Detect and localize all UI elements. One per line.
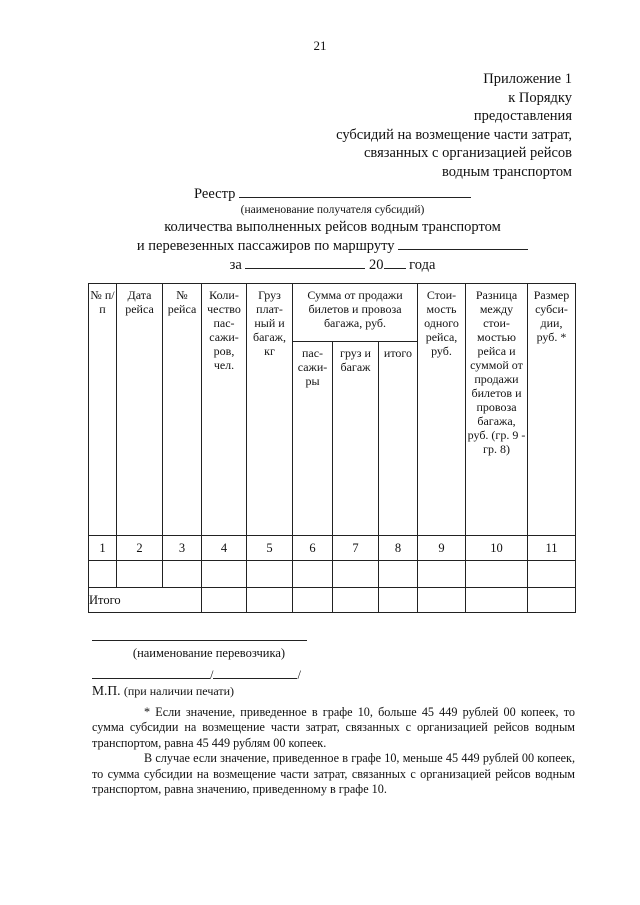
header-col-8: итого bbox=[379, 342, 418, 536]
column-number: 11 bbox=[528, 536, 576, 561]
document-title bbox=[90, 184, 575, 274]
year-suffix: года bbox=[409, 257, 436, 273]
footnote: * Если значение, приведенное в графе 10, больше 45 449 рублей 00 копеек, то сумма субсидии на возмещение части затрат, связанных с организацией рейсов водным транспортом, равна 45 449 рублям 00 копеек. bbox=[92, 705, 575, 750]
column-number: 8 bbox=[379, 536, 418, 561]
header-col-10: Разница между стои-мостью рейса и суммой от продажи билетов и провоза багажа, руб. (гр. 9 - гр. 8) bbox=[466, 284, 528, 536]
appendix-line: связанных с организацией рейсов bbox=[363, 145, 572, 162]
total-row bbox=[89, 588, 576, 613]
footnotes bbox=[92, 705, 575, 797]
slash: / bbox=[210, 668, 214, 682]
column-number: 5 bbox=[247, 536, 293, 561]
recipient-caption: (наименование получателя субсидий) bbox=[240, 204, 425, 216]
header-col-11: Размер субси-дии, руб. * bbox=[528, 284, 576, 536]
table-cell[interactable] bbox=[466, 561, 528, 588]
year-field[interactable] bbox=[384, 255, 406, 269]
year-prefix: 20 bbox=[369, 257, 384, 273]
period-field[interactable] bbox=[245, 255, 365, 269]
carrier-caption: (наименование перевозчика) bbox=[132, 646, 286, 660]
route-field[interactable] bbox=[398, 236, 528, 250]
appendix-line: к Порядку bbox=[508, 89, 572, 106]
header-col-4: Коли-чество пас-сажи-ров, чел. bbox=[202, 284, 247, 536]
header-col-7: груз и багаж bbox=[333, 342, 379, 536]
total-cell[interactable] bbox=[379, 588, 418, 613]
footnote: В случае если значение, приведенное в графе 10, меньше 45 449 рублей 00 копеек, то сумма субсидии на возмещение части затрат, связанных с организацией рейсов водным транспортом, равна значению, приведенному в графе 10. bbox=[92, 751, 575, 797]
title-line-2: количества выполненных рейсов водным транспортом bbox=[164, 219, 501, 235]
stamp-line bbox=[92, 683, 234, 699]
registry-label: Реестр bbox=[194, 186, 236, 202]
total-cell[interactable] bbox=[202, 588, 247, 613]
total-cell[interactable] bbox=[466, 588, 528, 613]
route-label: и перевезенных пассажиров по маршруту bbox=[136, 238, 395, 254]
header-col-2: Дата рейса bbox=[117, 284, 163, 536]
total-cell[interactable] bbox=[333, 588, 379, 613]
carrier-name-field[interactable] bbox=[92, 640, 307, 641]
registry-line bbox=[90, 184, 575, 203]
table-cell[interactable] bbox=[379, 561, 418, 588]
appendix-line: Приложение 1 bbox=[483, 71, 572, 87]
column-number: 2 bbox=[117, 536, 163, 561]
column-number: 3 bbox=[163, 536, 202, 561]
header-col-6: пас-сажи-ры bbox=[293, 342, 333, 536]
stamp-note: (при наличии печати) bbox=[123, 684, 235, 698]
total-cell[interactable] bbox=[418, 588, 466, 613]
column-number: 6 bbox=[293, 536, 333, 561]
period-prefix: за bbox=[229, 257, 242, 273]
header-col-9: Стои-мость одного рейса, руб. bbox=[418, 284, 466, 536]
registry-table bbox=[88, 283, 576, 613]
header-col-1: № п/п bbox=[89, 284, 117, 536]
table-row bbox=[89, 561, 576, 588]
signature-name-field[interactable] bbox=[213, 668, 297, 679]
header-col-5: Груз плат-ный и багаж, кг bbox=[247, 284, 293, 536]
table-cell[interactable] bbox=[418, 561, 466, 588]
column-number: 4 bbox=[202, 536, 247, 561]
column-numbers-row bbox=[89, 536, 576, 561]
appendix-line: водным транспортом bbox=[441, 163, 572, 180]
header-row bbox=[89, 284, 576, 342]
table-cell[interactable] bbox=[202, 561, 247, 588]
total-cell[interactable] bbox=[528, 588, 576, 613]
appendix-header bbox=[336, 70, 572, 182]
table-cell[interactable] bbox=[117, 561, 163, 588]
column-number: 10 bbox=[466, 536, 528, 561]
appendix-line: предоставления bbox=[473, 108, 572, 125]
signature-row bbox=[92, 668, 301, 683]
header-col-3: № рейса bbox=[163, 284, 202, 536]
slash: / bbox=[297, 668, 301, 682]
header-group-sales: Сумма от продажи билетов и провоза багажа, руб. bbox=[293, 284, 418, 342]
total-cell[interactable] bbox=[293, 588, 333, 613]
table-cell[interactable] bbox=[333, 561, 379, 588]
period-line bbox=[90, 255, 575, 274]
table-cell[interactable] bbox=[247, 561, 293, 588]
appendix-line: субсидий на возмещение части затрат, bbox=[336, 126, 572, 143]
page-number: 21 bbox=[313, 38, 327, 53]
signature-field[interactable] bbox=[92, 668, 210, 679]
table-cell[interactable] bbox=[293, 561, 333, 588]
recipient-name-field[interactable] bbox=[239, 184, 471, 198]
total-label: Итого bbox=[89, 588, 202, 613]
column-number: 1 bbox=[89, 536, 117, 561]
stamp-label: М.П. bbox=[92, 683, 121, 698]
column-number: 7 bbox=[333, 536, 379, 561]
route-line bbox=[90, 236, 575, 255]
carrier-signature-block bbox=[92, 640, 312, 661]
table-cell[interactable] bbox=[163, 561, 202, 588]
total-cell[interactable] bbox=[247, 588, 293, 613]
column-number: 9 bbox=[418, 536, 466, 561]
table-cell[interactable] bbox=[89, 561, 117, 588]
table-cell[interactable] bbox=[528, 561, 576, 588]
